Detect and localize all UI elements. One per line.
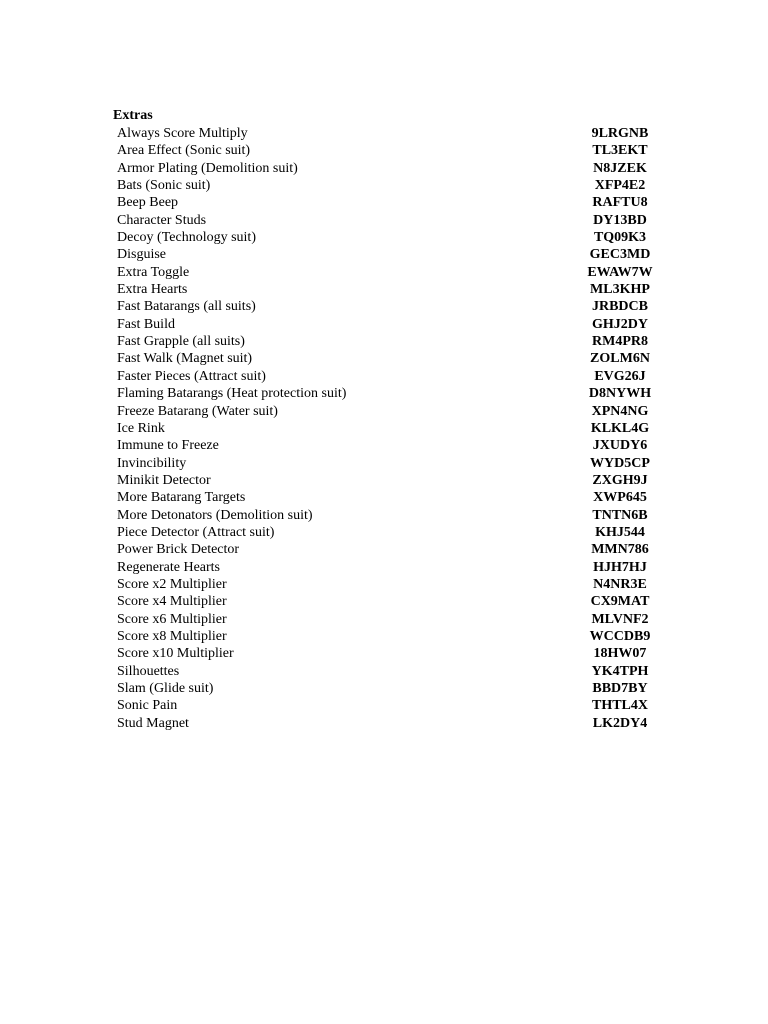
list-item — [0, 628, 768, 645]
cheat-name: Flaming Batarangs (Heat protection suit) — [117, 386, 347, 402]
list-item — [0, 142, 768, 159]
cheat-name: Extra Toggle — [117, 264, 190, 280]
cheat-code: YK4TPH — [591, 663, 649, 679]
cheat-name: Area Effect (Sonic suit) — [117, 143, 251, 159]
list-item — [0, 177, 768, 194]
cheat-name: Score x4 Multiplier — [117, 594, 227, 610]
cheat-code: ML3KHP — [590, 282, 650, 298]
list-item — [0, 368, 768, 385]
cheat-code: JRBDCB — [591, 299, 648, 315]
cheat-name: Score x10 Multiplier — [117, 646, 234, 662]
cheat-code: XWP645 — [593, 490, 647, 506]
list-item — [0, 246, 768, 263]
cheat-name: Bats (Sonic suit) — [117, 178, 211, 194]
cheat-name: Stud Magnet — [117, 715, 189, 731]
list-item — [0, 420, 768, 437]
cheat-code: 9LRGNB — [591, 126, 649, 141]
cheat-code: EWAW7W — [587, 264, 653, 280]
list-item — [0, 524, 768, 541]
cheat-name: Immune to Freeze — [117, 438, 219, 454]
list-item — [0, 663, 768, 680]
cheat-name: Always Score Multiply — [117, 126, 248, 141]
section-title: Extras — [113, 108, 153, 123]
list-item — [0, 541, 768, 558]
cheat-name: Decoy (Technology suit) — [117, 230, 256, 246]
cheat-code: CX9MAT — [590, 594, 650, 610]
cheat-code: TNTN6B — [592, 507, 648, 523]
cheat-name: Freeze Batarang (Water suit) — [117, 403, 278, 419]
cheat-name: Sonic Pain — [117, 698, 178, 714]
cheat-code: LK2DY4 — [592, 715, 648, 731]
list-item — [0, 350, 768, 367]
cheat-code: KLKL4G — [590, 420, 650, 436]
cheat-name: Power Brick Detector — [117, 542, 240, 558]
cheat-name: Silhouettes — [117, 663, 180, 679]
list-item — [0, 212, 768, 229]
cheat-code: ZXGH9J — [592, 472, 648, 488]
cheat-code: JXUDY6 — [592, 438, 648, 454]
list-item — [0, 697, 768, 714]
list-item — [0, 264, 768, 281]
list-item — [0, 281, 768, 298]
cheat-name: Score x8 Multiplier — [117, 628, 227, 644]
cheat-code: RM4PR8 — [592, 334, 648, 350]
cheat-name: Faster Pieces (Attract suit) — [117, 368, 266, 384]
cheat-name: Beep Beep — [117, 195, 179, 211]
cheat-name: More Detonators (Demolition suit) — [117, 507, 313, 523]
list-item — [0, 298, 768, 315]
cheat-code: TL3EKT — [592, 143, 648, 159]
cheat-code: GHJ2DY — [592, 316, 648, 332]
list-item — [0, 229, 768, 246]
list-item — [0, 559, 768, 576]
list-item — [0, 576, 768, 593]
list-item — [0, 680, 768, 697]
cheat-code: ZOLM6N — [590, 351, 650, 367]
cheat-code: XPN4NG — [591, 403, 649, 419]
list-item — [0, 125, 768, 142]
cheat-code: THTL4X — [591, 698, 648, 714]
cheat-name: More Batarang Targets — [117, 490, 246, 506]
cheat-name: Piece Detector (Attract suit) — [117, 524, 275, 540]
list-item — [0, 194, 768, 211]
cheat-code: XFP4E2 — [594, 178, 646, 194]
cheat-code: 18HW07 — [593, 646, 647, 662]
cheat-code: DY13BD — [593, 212, 647, 228]
cheat-code-list — [0, 125, 768, 732]
cheat-code: N8JZEK — [593, 160, 647, 176]
cheat-code: BBD7BY — [592, 681, 648, 696]
cheat-name: Fast Build — [117, 316, 175, 332]
cheat-name: Regenerate Hearts — [117, 559, 220, 575]
list-item — [0, 593, 768, 610]
cheat-name: Extra Hearts — [117, 282, 188, 298]
cheat-code: N4NR3E — [593, 576, 647, 592]
list-item — [0, 472, 768, 489]
cheat-name: Score x6 Multiplier — [117, 611, 227, 627]
list-item — [0, 316, 768, 333]
cheat-code: WCCDB9 — [589, 628, 651, 644]
cheat-code: HJH7HJ — [593, 559, 647, 575]
list-item — [0, 489, 768, 506]
cheat-name: Disguise — [117, 247, 166, 263]
cheat-code: WYD5CP — [590, 455, 650, 471]
list-item — [0, 437, 768, 454]
cheat-code: EVG26J — [594, 368, 646, 384]
cheat-code: TQ09K3 — [593, 230, 647, 246]
cheat-name: Invincibility — [117, 455, 187, 471]
list-item — [0, 645, 768, 662]
cheat-code: RAFTU8 — [592, 195, 648, 211]
list-item — [0, 403, 768, 420]
cheat-name: Minikit Detector — [117, 472, 211, 488]
cheat-name: Score x2 Multiplier — [117, 576, 227, 592]
list-item — [0, 385, 768, 402]
cheat-code: D8NYWH — [588, 386, 652, 402]
list-item — [0, 333, 768, 350]
cheat-name: Ice Rink — [117, 420, 165, 436]
list-item — [0, 160, 768, 177]
cheat-code: MMN786 — [591, 542, 649, 558]
list-item — [0, 507, 768, 524]
list-item — [0, 715, 768, 732]
cheat-name: Fast Walk (Magnet suit) — [117, 351, 253, 367]
cheat-name: Fast Batarangs (all suits) — [117, 299, 256, 315]
list-item — [0, 455, 768, 472]
cheat-code: MLVNF2 — [591, 611, 649, 627]
cheat-name: Fast Grapple (all suits) — [117, 334, 245, 350]
cheat-name: Character Studs — [117, 212, 207, 228]
cheat-name: Slam (Glide suit) — [117, 681, 214, 696]
list-item — [0, 611, 768, 628]
cheat-code: GEC3MD — [589, 247, 651, 263]
cheat-name: Armor Plating (Demolition suit) — [117, 160, 298, 176]
cheat-code: KHJ544 — [595, 524, 645, 540]
